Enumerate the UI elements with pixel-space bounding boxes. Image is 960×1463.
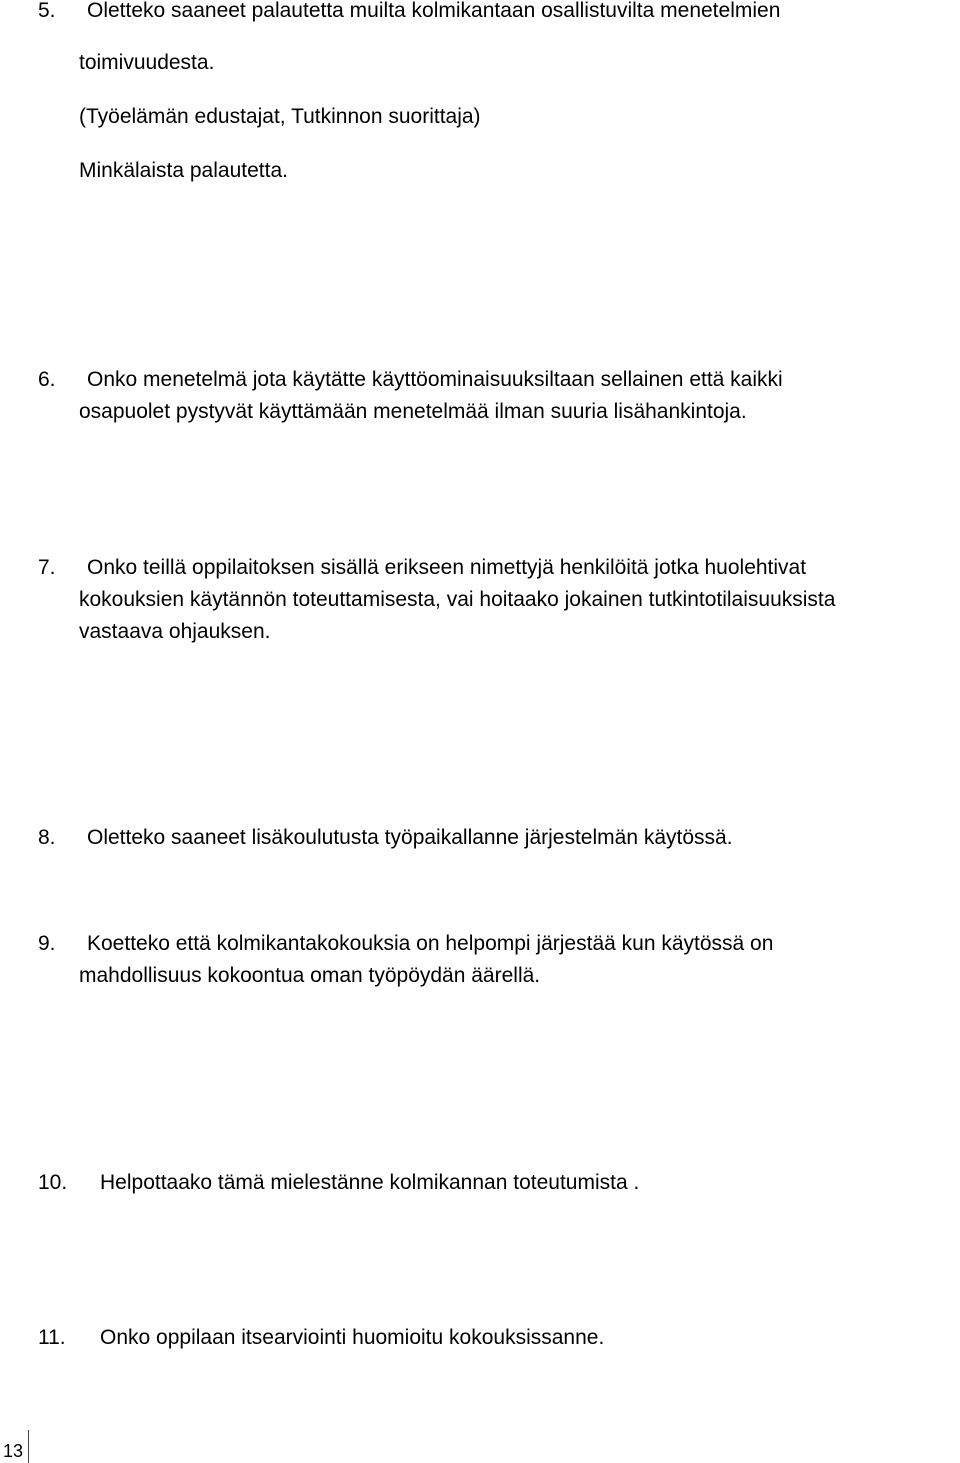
question-text-5-line-1: Oletteko saaneet palautetta muilta kolmikantaan osallistuvilta menetelmien [87, 0, 781, 22]
question-text-9-line-1: Koetteko että kolmikantakokouksia on helpompi järjestää kun käytössä on [87, 932, 774, 955]
question-text-6-line-1: Onko menetelmä jota käytätte käyttöominaisuuksiltaan sellainen että kaikki [87, 368, 783, 391]
question-number-7: 7. [38, 556, 56, 579]
question-text-7-line-2: kokouksien käytännön toteuttamisesta, vai hoitaako jokainen tutkintotilaisuuksista [79, 588, 836, 611]
question-number-9: 9. [38, 932, 56, 955]
question-text-7-line-3: vastaava ohjauksen. [79, 620, 271, 643]
page-number-divider [28, 1430, 29, 1463]
question-text-5-line-3: (Työelämän edustajat, Tutkinnon suorittaja) [79, 105, 481, 128]
page-number: 13 [3, 1441, 24, 1461]
question-number-5: 5. [38, 0, 56, 22]
question-text-10-line-1: Helpottaako tämä mielestänne kolmikannan toteutumista . [100, 1171, 640, 1194]
question-text-5-line-4: Minkälaista palautetta. [79, 159, 288, 182]
question-text-9-line-2: mahdollisuus kokoontua oman työpöydän äärellä. [79, 964, 541, 987]
question-text-8-line-1: Oletteko saaneet lisäkoulutusta työpaikallanne järjestelmän käytössä. [87, 826, 733, 849]
question-number-11: 11. [38, 1326, 66, 1349]
question-number-8: 8. [38, 826, 56, 849]
question-text-11-line-1: Onko oppilaan itsearviointi huomioitu kokouksissanne. [100, 1326, 605, 1349]
question-text-7-line-1: Onko teillä oppilaitoksen sisällä erikseen nimettyjä henkilöitä jotka huolehtivat [87, 556, 807, 579]
question-text-6-line-2: osapuolet pystyvät käyttämään menetelmää ilman suuria lisähankintoja. [79, 400, 747, 423]
question-text-5-line-2: toimivuudesta. [79, 51, 215, 74]
question-number-6: 6. [38, 368, 56, 391]
question-number-10: 10. [38, 1171, 68, 1194]
